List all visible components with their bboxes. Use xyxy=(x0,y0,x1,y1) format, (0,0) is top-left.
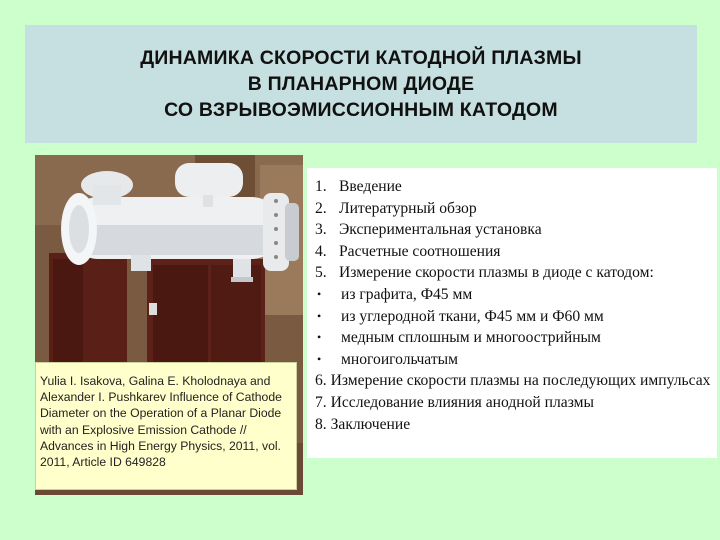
toc-number: 3. xyxy=(315,221,327,239)
toc-number: 5. xyxy=(315,264,327,282)
bullet-icon: • xyxy=(317,286,322,301)
toc-text: медным сплошным и многоострийным xyxy=(341,329,601,347)
toc-bullet-item xyxy=(315,327,717,349)
toc-item xyxy=(315,176,717,198)
toc-item: 7. Исследование влияния анодной плазмы xyxy=(315,393,594,411)
title-line-2: В ПЛАНАРНОМ ДИОДЕ xyxy=(247,73,475,95)
toc-text: Введение xyxy=(339,178,402,195)
toc-text: многоигольчатым xyxy=(341,350,458,368)
citation-caption: Yulia I. Isakova, Galina E. Kholodnaya and Alexander I. Pushkarev Influence of Cathode Diameter on the Operation of a Planar Diode with an Explosive Emission Cathode // Advances in High Energy Physics, 2011, vol. 2011, Article ID 649828 xyxy=(35,362,297,490)
toc-text: Литературный обзор xyxy=(339,199,477,217)
toc-number: 4. xyxy=(315,242,327,260)
bullet-icon: • xyxy=(317,330,322,345)
bullet-icon: • xyxy=(317,308,322,323)
title-box xyxy=(25,25,697,143)
toc-text: из углеродной ткани, Ф45 мм и Ф60 мм xyxy=(341,307,604,325)
toc-text: Расчетные соотношения xyxy=(339,242,501,260)
toc-text: Экспериментальная установка xyxy=(339,221,542,239)
toc-item xyxy=(315,198,717,220)
toc-item: 8. Заключение xyxy=(315,415,411,433)
toc-item xyxy=(315,241,717,263)
toc-bullet-item xyxy=(315,349,717,371)
toc-number: 2. xyxy=(315,199,327,217)
table-of-contents xyxy=(307,168,717,458)
toc-text: Измерение скорости плазмы в диоде с катодом: xyxy=(339,264,654,282)
toc-item: 6. Измерение скорости плазмы на последующих импульсах xyxy=(315,372,711,390)
toc-bullet-item xyxy=(315,306,717,328)
toc-bullet-item xyxy=(315,284,717,306)
bullet-icon: • xyxy=(317,351,322,366)
title-line-1: ДИНАМИКА СКОРОСТИ КАТОДНОЙ ПЛАЗМЫ xyxy=(140,47,582,69)
toc-item xyxy=(315,262,717,284)
toc-text: из графита, Ф45 мм xyxy=(341,285,473,303)
toc-number: 1. xyxy=(315,178,327,195)
title-line-3: СО ВЗРЫВОЭМИССИОННЫМ КАТОДОМ xyxy=(164,99,558,121)
toc-item xyxy=(315,219,717,241)
